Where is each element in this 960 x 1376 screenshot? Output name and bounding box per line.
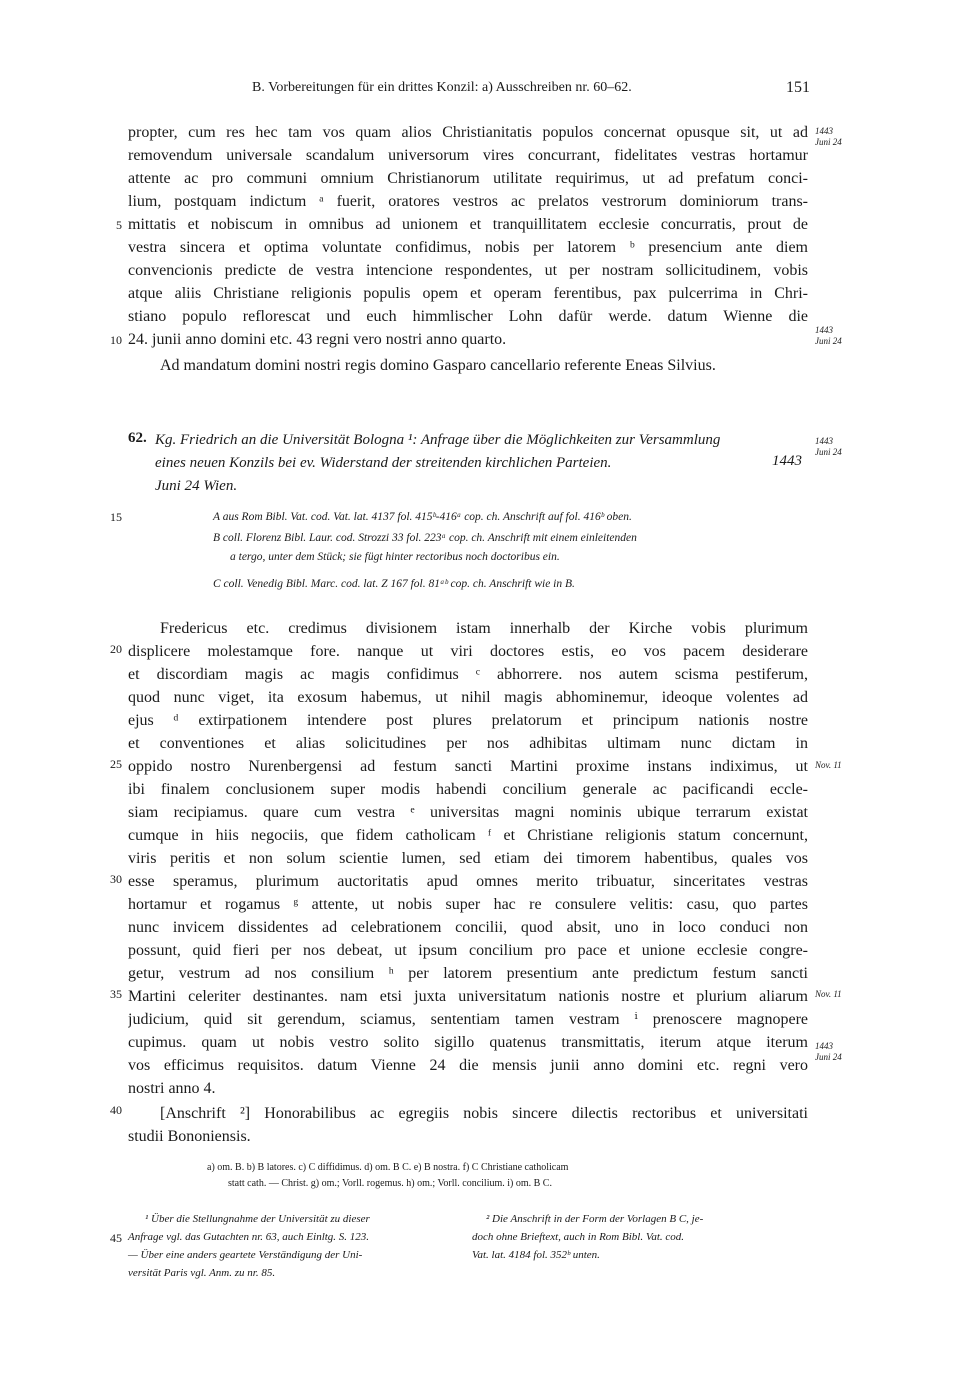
address-line: studii Bononiensis. <box>128 1128 251 1145</box>
text-line: et conventiones et alias solicitudines per nos adhibitas ultimam nunc dictam in <box>128 735 808 752</box>
line-number: 25 <box>110 757 122 771</box>
text-line: possunt, quid fieri per nos debeat, ut ipsum concilium pro pace et unione ecclesie congre- <box>128 942 808 959</box>
footnote-line: Vat. lat. 4184 fol. 352ᵇ unten. <box>472 1249 600 1261</box>
margin-year: 1443 <box>815 1041 833 1051</box>
margin-year: 1443 <box>815 436 833 446</box>
text-line: ibi finalem conclusionem super modis habendi concilium generale ac pacificandi eccle- <box>128 781 808 798</box>
line-number: 45 <box>110 1231 122 1245</box>
text-line: lium, postquam indictum ᵃ fuerit, oratores vestros ac prelatos vestrorum dominiorum trans- <box>128 193 808 210</box>
subscription-line: Ad mandatum domini nostri regis domino Gasparo cancellario referente Eneas Silvius. <box>160 357 716 374</box>
footnote-line: ¹ Über die Stellungnahme der Universität zu dieser <box>145 1213 370 1225</box>
text-line: stiano populo reflorescat und euch himmlischer Lohn dafür werde. datum Wienne die <box>128 308 808 325</box>
text-line: cumque in hiis negociis, que fidem catholicam ᶠ et Christiane religionis statum concernunt, <box>128 827 808 844</box>
text-line: hortamur et rogamus ᵍ attente, ut nobis super hac re consulere velitis: casu, quo partes <box>128 896 808 913</box>
margin-year: 1443 <box>815 325 833 335</box>
source-line: B coll. Florenz Bibl. Laur. cod. Strozzi 33 fol. 223ᵃ cop. ch. Anschrift mit einem einleitenden <box>213 532 637 544</box>
footnote-line: versität Paris vgl. Anm. zu nr. 85. <box>128 1267 276 1279</box>
text-line: viris peritis et non solum scientie lumen, sed etiam dei timorem habentibus, quales vos <box>128 850 808 867</box>
text-line: nostri anno 4. <box>128 1080 216 1097</box>
text-line: removendum universale scandalum universorum vires concurrant, fidelitates vestras hortamur <box>128 147 808 164</box>
margin-note-date <box>815 325 842 347</box>
text-line: propter, cum res hec tam vos quam alios Christianitatis populos concernat opusque sit, ut ad <box>128 124 808 141</box>
text-line: cupimus. quam ut nobis vestro solito sigillo quatenus transmittatis, iterum atque iterum <box>128 1034 808 1051</box>
footnote-line: doch ohne Brieftext, auch in Rom Bibl. Vat. cod. <box>472 1231 685 1243</box>
line-number: 20 <box>110 642 122 656</box>
text-line: quod nunc viget, ita exosum habemus, ut nihil magis abhominemur, ideoque volentes ad <box>128 689 808 706</box>
line-number: 30 <box>110 872 122 886</box>
text-line: oppido nostro Nurenbergensi ad festum sancti Martini proxime instans indiximus, ut <box>128 758 808 775</box>
text-line: judicium, quid sit gerendum, sciamus, sententiam tamen vestram ⁱ prenoscere magnopere <box>128 1011 808 1028</box>
line-number: 35 <box>110 987 122 1001</box>
footnote-line: — Über eine anders geartete Verständigung der Uni- <box>128 1249 363 1261</box>
document-number: 62. <box>128 430 147 446</box>
text-line: convencionis predicte de vestra intencione respondentes, ut per nostram sollicitudinem, vobis <box>128 262 808 279</box>
text-line: getur, vestrum ad nos consilium ʰ per latorem presentium ante predictum festum sancti <box>128 965 808 982</box>
text-line: nunc invicem dissidentes ad celebrationem concilii, quod absit, uno in loco conduci non <box>128 919 808 936</box>
variant-line: a) om. B. b) B latores. c) C diffidimus. d) om. B C. e) B nostra. f) C Christiane catholicam <box>207 1162 569 1173</box>
text-line: Martini celeriter destinantes. nam etsi juxta universitatum nationis nostre et plurium aliarum <box>128 988 808 1005</box>
document-heading: Kg. Friedrich an die Universität Bologna ¹: Anfrage über die Möglichkeiten zur Versammlung <box>155 432 721 448</box>
page-number: 151 <box>786 79 810 96</box>
line-number: 5 <box>116 218 122 232</box>
margin-day: Juni 24 <box>815 336 842 346</box>
line-number: 15 <box>110 510 122 524</box>
margin-day: Juni 24 <box>815 137 842 147</box>
heading-year: 1443 <box>772 453 802 469</box>
margin-day: Juni 24 <box>815 447 842 457</box>
margin-note-date: Nov. 11 <box>815 989 842 999</box>
address-line: [Anschrift ²] Honorabilibus ac egregiis nobis sincere dilectis rectoribus et universitati <box>160 1105 808 1122</box>
document-heading: eines neuen Konzils bei ev. Widerstand der streitenden kirchlichen Parteien. <box>155 455 612 471</box>
text-line: Fredericus etc. credimus divisionem istam innerhalb der Kirche vobis plurimum <box>160 620 808 637</box>
margin-note-date <box>815 126 842 148</box>
text-line: vos efficimus requisitos. datum Vienne 24 die mensis junii anno domini etc. regni vero <box>128 1057 808 1074</box>
text-line: esse speramus, plurimum auctoritatis apud omnes merito tribuatur, sinceritates vestras <box>128 873 808 890</box>
line-number: 10 <box>110 333 122 347</box>
text-line: attente ac pro communi omnium Christianorum utilitate requirimus, ut ad prefatum conci- <box>128 170 808 187</box>
margin-note-date <box>815 1041 842 1063</box>
text-line: et discordiam magis ac magis confidimus ᶜ abhorrere. nos autem scisma pestiferum, <box>128 666 808 683</box>
margin-note-date: Nov. 11 <box>815 760 842 770</box>
footnote-line: Anfrage vgl. das Gutachten nr. 63, auch Einltg. S. 123. <box>128 1231 370 1243</box>
text-line: displicere molestamque fore. nanque ut viri doctores estis, eo vos pacem desiderare <box>128 643 808 660</box>
line-number: 40 <box>110 1103 122 1117</box>
source-line: a tergo, unter dem Stück; sie fügt hinter rectoribus noch doctoribus ein. <box>230 551 560 563</box>
source-line: A aus Rom Bibl. Vat. cod. Vat. lat. 4137 fol. 415ᵇ-416ᵃ cop. ch. Anschrift auf fol. 416ᵇ oben. <box>213 511 632 523</box>
text-line: siam recipiamus. quare cum vestra ᵉ universitas magni nominis ubique terrarum existat <box>128 804 808 821</box>
source-line: C coll. Venedig Bibl. Marc. cod. lat. Z 167 fol. 81ᵃᵇ cop. ch. Anschrift wie in B. <box>213 578 575 590</box>
text-line: vestra sincera et optima voluntate confidimus, nobis per latorem ᵇ presencium ante diem <box>128 239 808 256</box>
margin-year: 1443 <box>815 126 833 136</box>
variant-line: statt cath. — Christ. g) om.; Vorll. rogemus. h) om.; Vorll. concilium. i) om. B C. <box>228 1178 552 1189</box>
text-line: ejus ᵈ extirpationem intendere post plures prelatorum et principum nationis nostre <box>128 712 808 729</box>
margin-day: Juni 24 <box>815 1052 842 1062</box>
text-line: mittatis et nobiscum in omnibus ad unionem et tranquillitatem ecclesie concurratis, prout de <box>128 216 808 233</box>
running-header-title: B. Vorbereitungen für ein drittes Konzil: a) Ausschreiben nr. 60–62. <box>252 80 632 95</box>
document-heading: Juni 24 Wien. <box>155 478 238 494</box>
text-line: 24. junii anno domini etc. 43 regni vero nostri anno quarto. <box>128 331 507 348</box>
text-line: atque aliis Christiane religionis populis opem et operam ferentibus, pax pulcerrima in Chri- <box>128 285 808 302</box>
footnote-line: ² Die Anschrift in der Form der Vorlagen B C, je- <box>486 1213 704 1225</box>
